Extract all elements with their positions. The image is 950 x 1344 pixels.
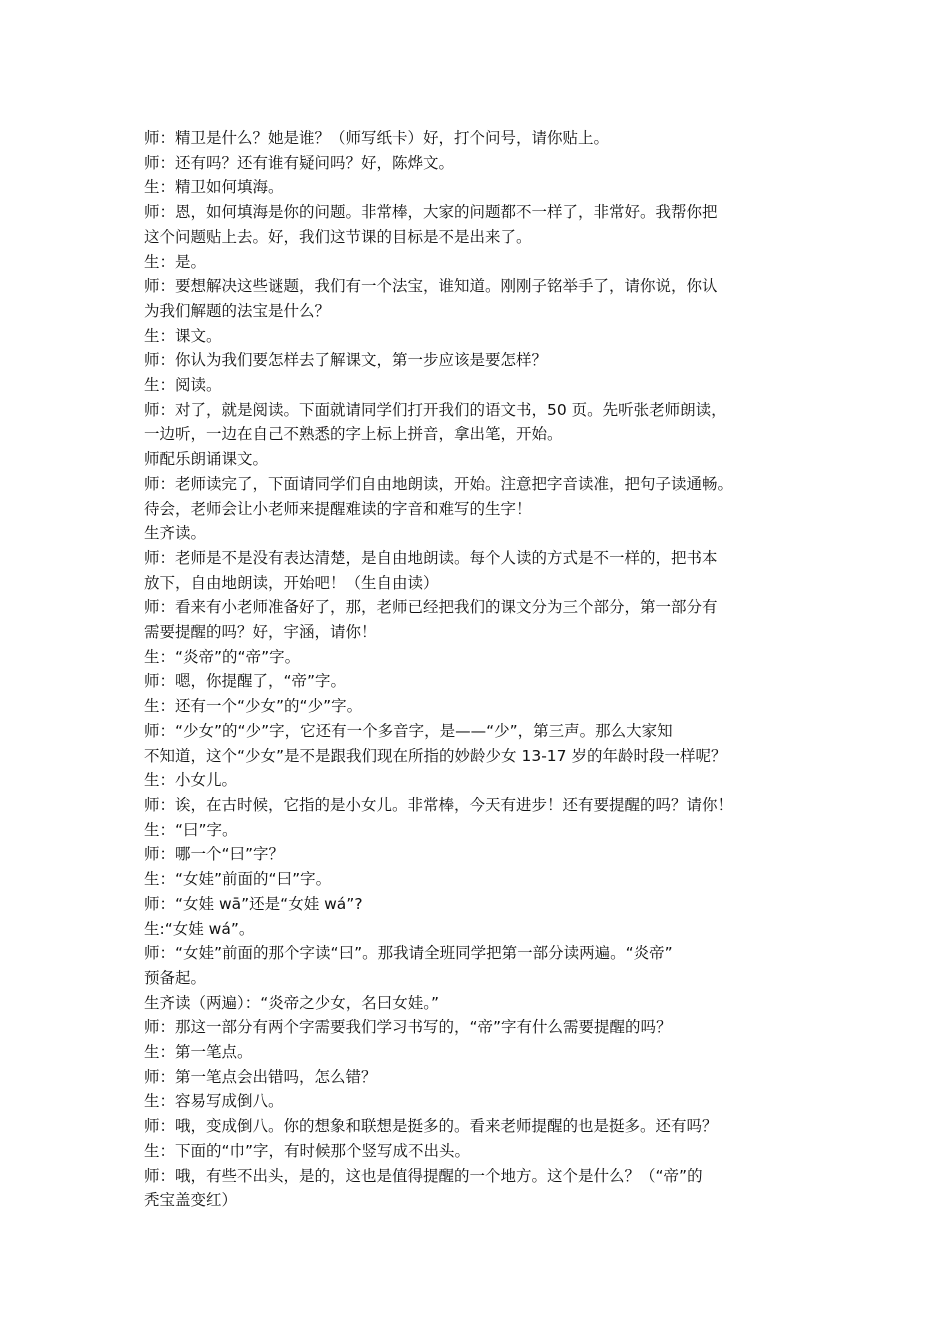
text-line: 生：容易写成倒八。 [144, 1092, 284, 1111]
text-line: 为我们解题的法宝是什么？ [144, 301, 331, 320]
text-line: 师：要想解决这些谜题，我们有一个法宝，谁知道。刚刚子铭举手了，请你说，你认 [144, 277, 718, 296]
text-line: 生：精卫如何填海。 [144, 178, 284, 197]
text-line: 师：嗯，你提醒了，“帝”字。 [144, 672, 347, 691]
text-line: 师配乐朗诵课文。 [144, 450, 269, 469]
text-line: 生：“女娃”前面的“曰”字。 [144, 870, 332, 889]
text-line: 师：“少女”的“少”字，它还有一个多音字，是——“少”，第三声。那么大家知 [144, 721, 673, 740]
text-line: 生:“女娃 wá”。 [144, 919, 255, 938]
text-line: 一边听，一边在自己不熟悉的字上标上拼音，拿出笔，开始。 [144, 425, 563, 444]
text-line: 生：小女儿。 [144, 771, 238, 790]
text-line: 师：第一笔点会出错吗，怎么错？ [144, 1067, 377, 1086]
text-line: 秃宝盖变红） [144, 1191, 238, 1210]
text-line: 师：那这一部分有两个字需要我们学习书写的，“帝”字有什么需要提醒的吗？ [144, 1018, 672, 1037]
text-line: 师：哦，有些不出头，是的，这也是值得提醒的一个地方。这个是什么？（“帝”的 [144, 1166, 703, 1185]
text-line: 待会，老师会让小老师来提醒难读的字音和难写的生字！ [144, 499, 532, 518]
text-line: 生：第一笔点。 [144, 1043, 253, 1062]
text-line: 师：老师是不是没有表达清楚，是自由地朗读。每个人读的方式是不一样的，把书本 [144, 548, 718, 567]
text-line: 需要提醒的吗？好，宇涵，请你！ [144, 623, 377, 642]
text-line: 师：你认为我们要怎样去了解课文，第一步应该是要怎样？ [144, 351, 548, 370]
text-line: 生：还有一个“少女”的“少”字。 [144, 697, 363, 716]
text-line: 师：“女娃 wā”还是“女娃 wá”? [144, 894, 363, 913]
text-line: 预备起。 [144, 968, 207, 987]
text-line: 师：老师读完了，下面请同学们自由地朗读，开始。注意把字音读准，把句子读通畅。 [144, 474, 734, 493]
text-line: 师：看来有小老师准备好了，那，老师已经把我们的课文分为三个部分，第一部分有 [144, 598, 718, 617]
text-line: 师：对了，就是阅读。下面就请同学们打开我们的语文书，50 页。先听张老师朗读， [144, 400, 727, 419]
text-line: 师：“女娃”前面的那个字读“曰”。那我请全班同学把第一部分读两遍。“炎帝” [144, 944, 673, 963]
text-line: 生：是。 [144, 252, 207, 271]
text-line: 生：“炎帝”的“帝”字。 [144, 647, 301, 666]
document-body [144, 126, 814, 1213]
text-line: 师：精卫是什么？她是谁？（师写纸卡）好，打个问号，请你贴上。 [144, 129, 610, 147]
text-line: 师：哪一个“曰”字？ [144, 845, 285, 864]
text-line: 生：下面的“巾”字，有时候那个竖写成不出头。 [144, 1141, 471, 1160]
text-line: 师：恩，如何填海是你的问题。非常棒，大家的问题都不一样了，非常好。我帮你把 [144, 203, 718, 222]
text-line: 生：阅读。 [144, 376, 222, 395]
text-line: 生：“曰”字。 [144, 820, 238, 839]
text-line: 师：还有吗？还有谁有疑问吗？好，陈烨文。 [144, 153, 455, 172]
text-line: 师：哦，变成倒八。你的想象和联想是挺多的。看来老师提醒的也是挺多。还有吗？ [144, 1117, 718, 1136]
text-line: 生：课文。 [144, 326, 222, 345]
text-line: 生齐读。 [144, 524, 207, 543]
text-line: 放下，自由地朗读，开始吧！（生自由读） [144, 573, 439, 592]
text-line: 不知道，这个“少女”是不是跟我们现在所指的妙龄少女 13-17 岁的年龄时段一样呢？ [144, 746, 727, 765]
text-line: 这个问题贴上去。好，我们这节课的目标是不是出来了。 [144, 227, 532, 246]
text-line: 师：诶，在古时候，它指的是小女儿。非常棒，今天有进步！还有要提醒的吗？请你！ [144, 795, 734, 814]
text-line: 生齐读（两遍）：“炎帝之少女，名曰女娃。” [144, 993, 440, 1012]
